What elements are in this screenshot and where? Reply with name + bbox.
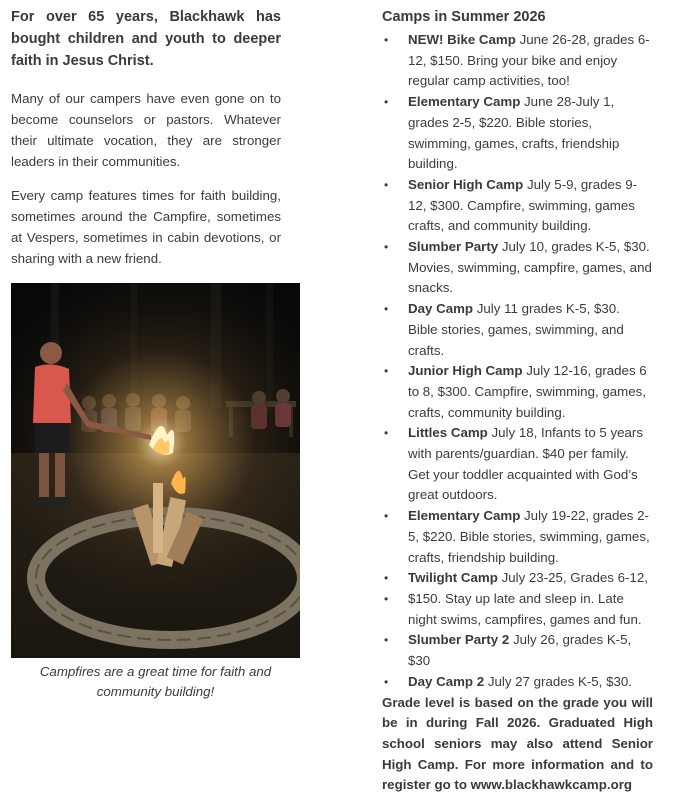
left-column (11, 6, 281, 269)
list-item: • Slumber Party 2 July 26, grades K-5, $30 (382, 630, 653, 671)
list-item: • Day Camp 2 July 27 grades K-5, $30. (382, 672, 653, 693)
list-item: • Slumber Party July 10, grades K-5, $30. Movies, swimming, campfire, games, and snacks. (382, 237, 653, 299)
camps-list (382, 30, 653, 693)
campfire-photo (11, 283, 300, 658)
paragraph-faith-building: Every camp features times for faith building, sometimes around the Campfire, sometimes at Vespers, sometimes in cabin devotions, or sharing with a new friend. (11, 185, 281, 269)
bullet-icon: • (384, 299, 388, 320)
list-item: • Twilight Camp July 23-25, Grades 6-12, (382, 568, 653, 589)
bullet-icon: • (384, 237, 388, 258)
bullet-icon: • (384, 423, 388, 444)
bullet-icon: • (384, 92, 388, 113)
bullet-icon: • (384, 568, 388, 589)
list-item: • Senior High Camp July 5-9, grades 9-12, $300. Campfire, swimming, games crafts, and community building. (382, 175, 653, 237)
bullet-icon: • (384, 361, 388, 382)
bullet-icon: • (384, 506, 388, 527)
list-item: • NEW! Bike Camp June 26-28, grades 6-12, $150. Bring your bike and enjoy regular camp activities, too! (382, 30, 653, 92)
photo-caption: Campfires are a great time for faith and community building! (11, 662, 300, 702)
bullet-icon: • (384, 589, 388, 610)
registration-note: Grade level is based on the grade you will be in during Fall 2026. Graduated High school seniors may also attend Senior High Camp. For more information and to register go to www.blackhawkcamp.org (382, 693, 653, 796)
bullet-icon: • (384, 672, 388, 693)
list-item: • Littles Camp July 18, Infants to 5 years with parents/guardian. $40 per family. Get your toddler acquainted with God’s great outdoors. (382, 423, 653, 506)
right-column (382, 6, 653, 796)
camps-title: Camps in Summer 2026 (382, 6, 653, 28)
list-item: • Elementary Camp June 28-July 1, grades 2-5, $220. Bible stories, swimming, games, crafts, friendship building. (382, 92, 653, 175)
bullet-icon: • (384, 175, 388, 196)
list-item: • $150. Stay up late and sleep in. Late night swims, campfires, games and fun. (382, 589, 653, 630)
bullet-icon: • (384, 30, 388, 51)
paragraph-counselors: Many of our campers have even gone on to become counselors or pastors. Whatever their ultimate vocation, they are stronger leaders in their communities. (11, 88, 281, 172)
list-item: • Day Camp July 11 grades K-5, $30. Bible stories, games, swimming, and crafts. (382, 299, 653, 361)
bullet-icon: • (384, 630, 388, 651)
list-item: • Elementary Camp July 19-22, grades 2-5, $220. Bible stories, swimming, games, crafts, friendship building. (382, 506, 653, 568)
list-item: • Junior High Camp July 12-16, grades 6 to 8, $300. Campfire, swimming, games, crafts, community building. (382, 361, 653, 423)
headline: For over 65 years, Blackhawk has bought children and youth to deeper faith in Jesus Christ. (11, 6, 281, 72)
